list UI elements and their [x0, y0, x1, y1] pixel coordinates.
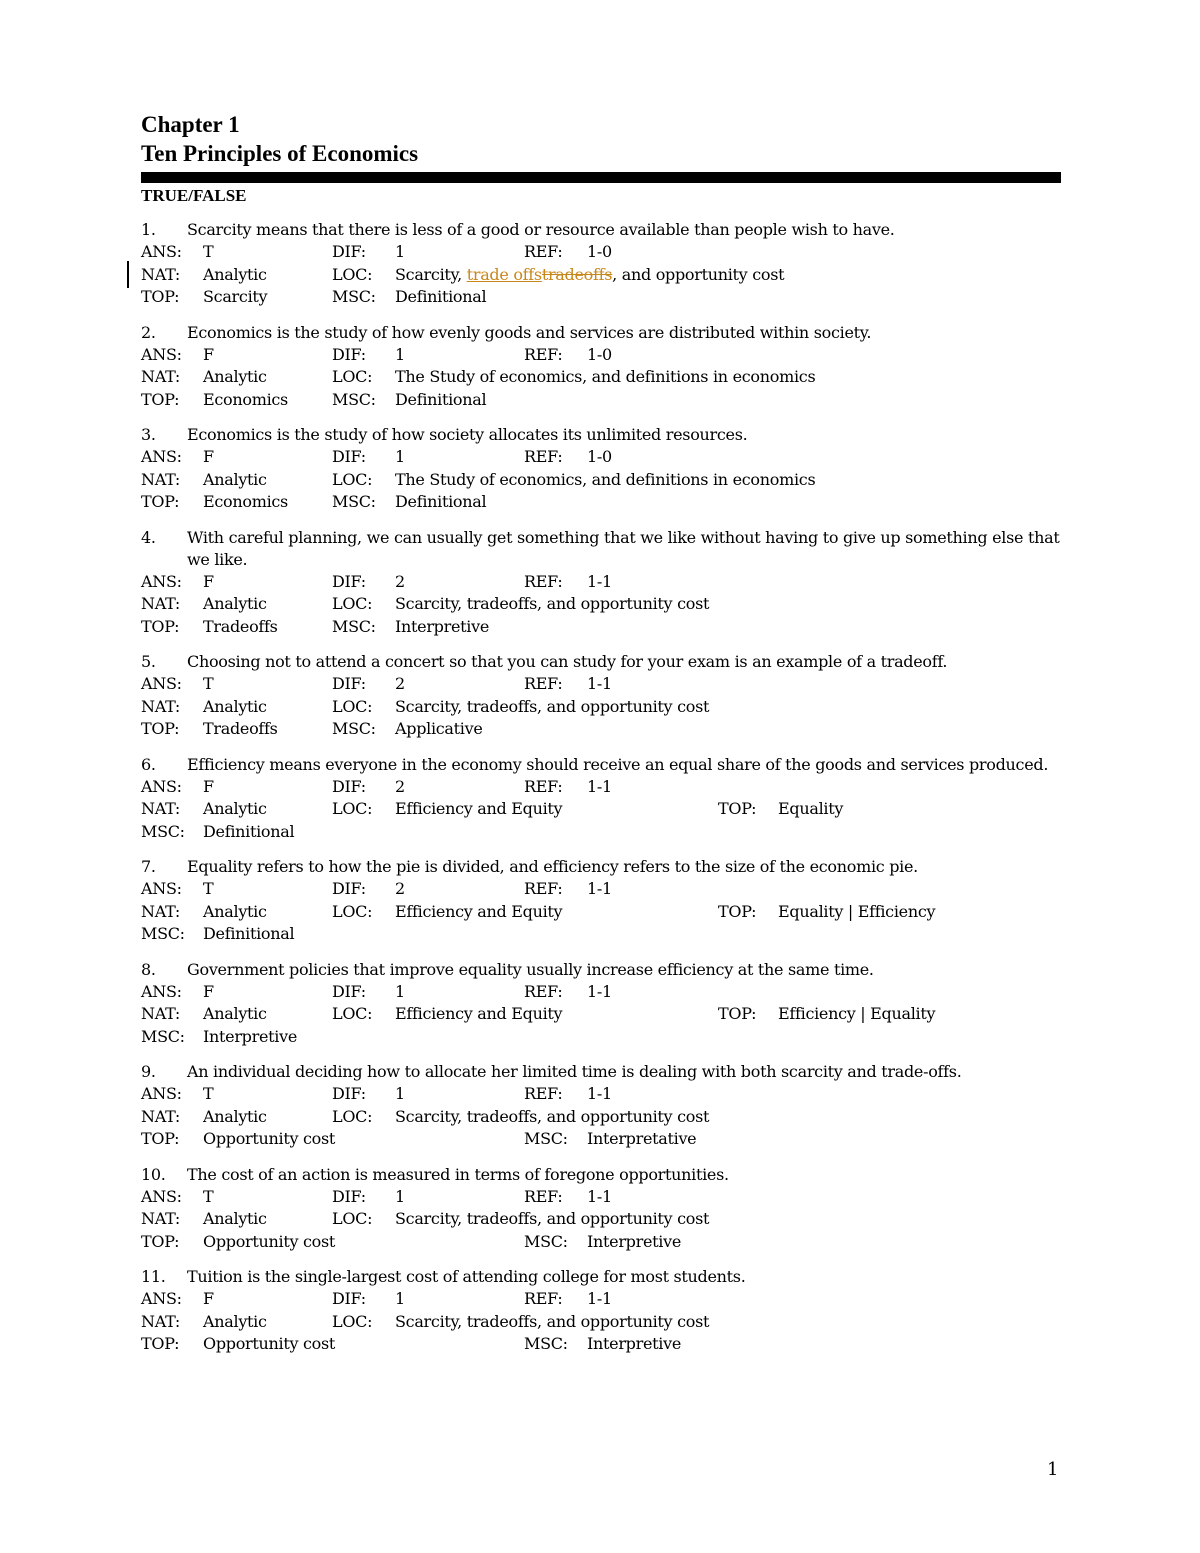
top-label: TOP: [718, 799, 757, 818]
msc-label: MSC: [524, 1334, 568, 1353]
msc-label: MSC: [332, 287, 376, 306]
dif-value: 1 [395, 447, 405, 466]
loc-suffix: , and opportunity cost [612, 264, 785, 284]
nat-label: NAT: [141, 901, 180, 921]
top-label: TOP: [141, 1231, 180, 1251]
ref-value: 1-1 [587, 1186, 612, 1206]
nat-value: Analytic [203, 469, 267, 489]
question-9 [141, 1061, 1061, 1151]
ans-value: F [203, 776, 214, 796]
section-heading: TRUE/FALSE [141, 186, 247, 205]
loc-value: Scarcity, tradeoffs, and opportunity cost [395, 1311, 710, 1331]
question-text: Government policies that improve equality usually increase efficiency at the same time. [187, 959, 874, 979]
page-number: 1 [1047, 1459, 1059, 1480]
dif-label: DIF: [332, 242, 366, 261]
question-8 [141, 959, 1061, 1049]
question-text: Choosing not to attend a concert so that you can study for your exam is an example of a tradeoff. [187, 652, 948, 671]
document-page [141, 110, 1061, 1356]
top-label: TOP: [141, 492, 180, 511]
nat-label: NAT: [141, 594, 180, 613]
ref-label: REF: [524, 981, 563, 1001]
loc-value [395, 264, 784, 287]
msc-value: Interpretive [203, 1026, 297, 1046]
ref-value: 1-1 [587, 1289, 612, 1308]
loc-label: LOC: [332, 1106, 373, 1126]
top-label: TOP: [141, 616, 180, 636]
msc-label: MSC: [332, 389, 376, 409]
chapter-heading: Chapter 1 [141, 112, 240, 137]
ref-label: REF: [524, 447, 563, 466]
question-number: 9. [141, 1062, 156, 1081]
question-10 [141, 1164, 1061, 1254]
msc-value: Definitional [395, 492, 487, 511]
msc-label: MSC: [524, 1129, 568, 1148]
top-label: TOP: [718, 1004, 757, 1023]
loc-prefix: Scarcity, [395, 264, 467, 284]
question-7 [141, 856, 1061, 946]
dif-value: 1 [395, 242, 405, 261]
dif-label: DIF: [332, 1186, 366, 1206]
question-number: 7. [141, 857, 156, 876]
question-6 [141, 754, 1061, 844]
ref-value: 1-0 [587, 242, 612, 261]
ans-label: ANS: [141, 674, 182, 693]
ans-value: F [203, 981, 214, 1001]
nat-value: Analytic [203, 799, 267, 818]
top-value: Efficiency | Equality [778, 1004, 936, 1023]
ans-label: ANS: [141, 879, 182, 898]
chapter-title: Ten Principles of Economics [141, 141, 419, 166]
question-11 [141, 1266, 1061, 1356]
msc-value: Interpretive [395, 616, 489, 636]
question-text: Scarcity means that there is less of a good or resource available than people wish to have. [187, 220, 895, 239]
top-value: Economics [203, 389, 288, 409]
msc-value: Definitional [203, 924, 295, 943]
msc-value: Interpretive [587, 1231, 681, 1251]
nat-value: Analytic [203, 696, 267, 716]
msc-label: MSC: [332, 719, 376, 738]
question-1 [141, 219, 1061, 309]
top-label: TOP: [141, 1129, 180, 1148]
nat-label: NAT: [141, 367, 180, 386]
nat-label: NAT: [141, 264, 180, 284]
tracked-deletion: tradeoffs [541, 264, 613, 284]
ans-value: F [203, 571, 214, 591]
loc-value: Scarcity, tradeoffs, and opportunity cost [395, 594, 710, 613]
ans-value: F [203, 447, 214, 466]
dif-label: DIF: [332, 674, 366, 693]
loc-value: Efficiency and Equity [395, 901, 563, 921]
question-number: 5. [141, 652, 156, 671]
question-number: 1. [141, 220, 156, 239]
ref-label: REF: [524, 344, 563, 364]
ans-value: F [203, 1289, 214, 1308]
top-value: Opportunity cost [203, 1334, 336, 1353]
dif-label: DIF: [332, 879, 366, 898]
question-text: Tuition is the single-largest cost of attending college for most students. [187, 1267, 746, 1286]
top-value: Scarcity [203, 287, 268, 306]
question-5 [141, 651, 1061, 741]
question-text: With careful planning, we can usually get something that we like without having to give up something else that we like. [187, 527, 1060, 569]
ref-value: 1-1 [587, 776, 612, 796]
ans-value: T [203, 1084, 214, 1103]
ans-label: ANS: [141, 1084, 182, 1103]
ans-value: T [203, 242, 214, 261]
nat-label: NAT: [141, 1004, 180, 1023]
dif-label: DIF: [332, 1084, 366, 1103]
loc-value: Efficiency and Equity [395, 1004, 563, 1023]
revision-change-bar [127, 261, 129, 288]
top-value: Tradeoffs [203, 719, 278, 738]
msc-value: Applicative [395, 719, 483, 738]
ans-value: T [203, 879, 214, 898]
ans-label: ANS: [141, 981, 182, 1001]
ans-label: ANS: [141, 1289, 182, 1308]
nat-label: NAT: [141, 1311, 180, 1331]
ref-value: 1-1 [587, 674, 612, 693]
question-text: Equality refers to how the pie is divided, and efficiency refers to the size of the economic pie. [187, 857, 918, 876]
top-label: TOP: [718, 901, 757, 921]
loc-value: Scarcity, tradeoffs, and opportunity cost [395, 1209, 710, 1228]
msc-label: MSC: [332, 492, 376, 511]
ref-value: 1-1 [587, 571, 612, 591]
ref-value: 1-0 [587, 344, 612, 364]
question-number: 2. [141, 322, 156, 342]
msc-value: Interpretive [587, 1334, 681, 1353]
top-value: Equality | Efficiency [778, 901, 936, 921]
dif-value: 1 [395, 981, 405, 1001]
question-text: Economics is the study of how society allocates its unlimited resources. [187, 425, 748, 444]
msc-value: Interpretative [587, 1129, 697, 1148]
top-value: Opportunity cost [203, 1129, 336, 1148]
dif-label: DIF: [332, 776, 366, 796]
msc-value: Definitional [395, 389, 487, 409]
loc-value: Efficiency and Equity [395, 799, 563, 818]
ref-value: 1-1 [587, 879, 612, 898]
loc-value: Scarcity, tradeoffs, and opportunity cost [395, 1106, 710, 1126]
top-label: TOP: [141, 1334, 180, 1353]
nat-label: NAT: [141, 1106, 180, 1126]
dif-value: 2 [395, 571, 405, 591]
msc-value: Definitional [395, 287, 487, 306]
loc-value: The Study of economics, and definitions in economics [395, 367, 816, 386]
dif-label: DIF: [332, 1289, 366, 1308]
top-value: Opportunity cost [203, 1231, 336, 1251]
dif-value: 2 [395, 776, 405, 796]
loc-label: LOC: [332, 696, 373, 716]
ref-label: REF: [524, 1289, 563, 1308]
nat-label: NAT: [141, 469, 180, 489]
nat-value: Analytic [203, 1209, 267, 1228]
dif-value: 2 [395, 879, 405, 898]
msc-label: MSC: [332, 616, 376, 636]
loc-label: LOC: [332, 367, 373, 386]
tracked-insertion: trade offs [466, 264, 542, 284]
ref-label: REF: [524, 674, 563, 693]
question-3 [141, 424, 1061, 514]
msc-label: MSC: [141, 821, 185, 841]
msc-label: MSC: [141, 924, 185, 943]
question-number: 8. [141, 959, 156, 979]
loc-value: Scarcity, tradeoffs, and opportunity cost [395, 696, 710, 716]
ans-label: ANS: [141, 344, 182, 364]
question-2 [141, 322, 1061, 412]
dif-label: DIF: [332, 447, 366, 466]
loc-label: LOC: [332, 594, 373, 613]
nat-value: Analytic [203, 594, 267, 613]
nat-label: NAT: [141, 696, 180, 716]
ref-value: 1-1 [587, 1084, 612, 1103]
dif-label: DIF: [332, 571, 366, 591]
question-number: 11. [141, 1267, 166, 1286]
nat-label: NAT: [141, 1209, 180, 1228]
question-text: An individual deciding how to allocate her limited time is dealing with both scarcity and trade-offs. [187, 1062, 962, 1081]
nat-value: Analytic [203, 264, 267, 284]
nat-value: Analytic [203, 1311, 267, 1331]
nat-value: Analytic [203, 901, 267, 921]
dif-value: 1 [395, 344, 405, 364]
question-number: 3. [141, 425, 156, 444]
ref-label: REF: [524, 879, 563, 898]
ref-label: REF: [524, 242, 563, 261]
loc-value: The Study of economics, and definitions in economics [395, 469, 816, 489]
ans-value: T [203, 674, 214, 693]
dif-value: 1 [395, 1186, 405, 1206]
ans-value: F [203, 344, 214, 364]
question-number: 4. [141, 527, 156, 547]
msc-label: MSC: [524, 1231, 568, 1251]
ans-label: ANS: [141, 447, 182, 466]
nat-value: Analytic [203, 1106, 267, 1126]
top-label: TOP: [141, 287, 180, 306]
ans-label: ANS: [141, 242, 182, 261]
dif-value: 1 [395, 1084, 405, 1103]
loc-label: LOC: [332, 1311, 373, 1331]
loc-label: LOC: [332, 1209, 373, 1228]
msc-value: Definitional [203, 821, 295, 841]
ans-label: ANS: [141, 1186, 182, 1206]
question-text: Efficiency means everyone in the economy should receive an equal share of the goods and services produced. [187, 754, 1049, 774]
ref-value: 1-1 [587, 981, 612, 1001]
dif-label: DIF: [332, 344, 366, 364]
ref-label: REF: [524, 776, 563, 796]
question-text: Economics is the study of how evenly goods and services are distributed within society. [187, 322, 872, 342]
loc-label: LOC: [332, 469, 373, 489]
question-number: 10. [141, 1164, 166, 1184]
top-value: Economics [203, 492, 288, 511]
top-label: TOP: [141, 389, 180, 409]
top-value: Equality [778, 799, 844, 818]
dif-value: 2 [395, 674, 405, 693]
top-value: Tradeoffs [203, 616, 278, 636]
question-text: The cost of an action is measured in terms of foregone opportunities. [187, 1164, 729, 1184]
loc-label: LOC: [332, 1004, 373, 1023]
dif-value: 1 [395, 1289, 405, 1308]
question-4 [141, 527, 1061, 639]
nat-value: Analytic [203, 1004, 267, 1023]
question-number: 6. [141, 754, 156, 774]
ans-label: ANS: [141, 571, 182, 591]
top-label: TOP: [141, 719, 180, 738]
nat-value: Analytic [203, 367, 267, 386]
dif-label: DIF: [332, 981, 366, 1001]
nat-label: NAT: [141, 799, 180, 818]
loc-label: LOC: [332, 264, 373, 284]
ref-label: REF: [524, 1084, 563, 1103]
loc-label: LOC: [332, 799, 373, 818]
ref-label: REF: [524, 1186, 563, 1206]
ref-label: REF: [524, 571, 563, 591]
title-rule [141, 172, 1061, 183]
loc-label: LOC: [332, 901, 373, 921]
ref-value: 1-0 [587, 447, 612, 466]
ans-label: ANS: [141, 776, 182, 796]
msc-label: MSC: [141, 1026, 185, 1046]
ans-value: T [203, 1186, 214, 1206]
